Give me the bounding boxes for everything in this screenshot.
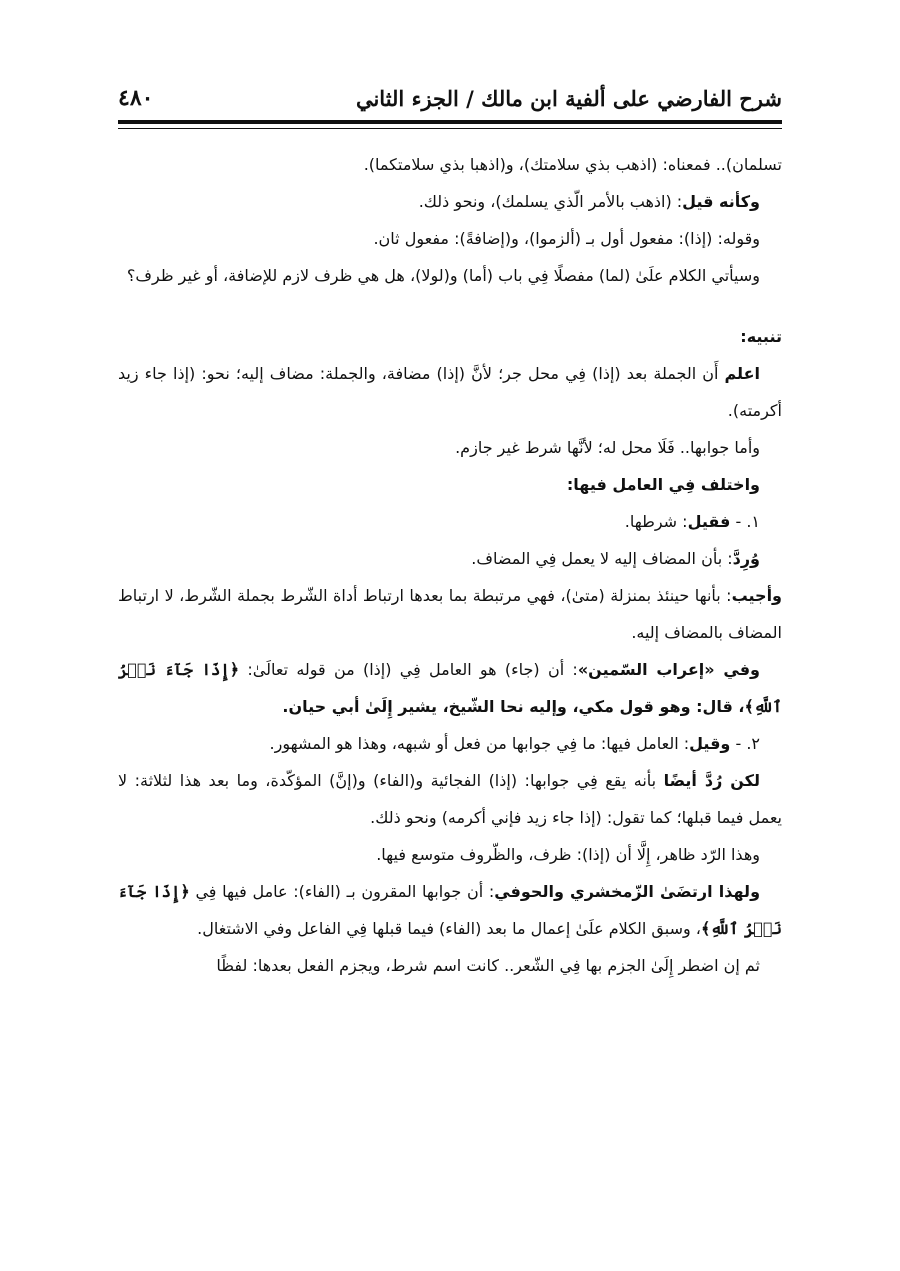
list-item [118,725,782,762]
text: : شرطها. [624,512,688,531]
text: وسيأتي الكلام علَىٰ (لما) مفصلًا فِي باب (أما) و(لولا)، هل هي ظرف لازم للإضافة، أو غير ظرف؟ [126,266,760,285]
bold-text: لكن رُدَّ أيضًا [663,771,760,790]
text: بأنه يقع فِي جوابها: (إذا) الفجائية و(الفاء) و(إنَّ) المؤكّدة، وما بعد هذا لثلاثة: لا يعمل فيما قبلها؛ كما تقول: (إذا جاء زيد فإني أكرمه) ونحو ذلك. [118,771,782,827]
text: ثم إن اضطر إِلَىٰ الجزم بها فِي الشّعر.. كانت اسم شرط، ويجزم الفعل بعدها: لفظًا [216,956,760,975]
paragraph [118,873,782,947]
paragraph [118,220,782,257]
text: أَن الجملة بعد (إذا) فِي محل جر؛ لأنَّ (إذا) مضافة، والجملة: مضاف إليه؛ نحو: (إذا جاء زيد أكرمته). [118,364,782,420]
spacer [118,294,782,318]
bold-text: اعلم [724,364,760,383]
list-item [118,503,782,540]
text: وقوله: (إذا): مفعول أول بـ (ألزموا)، و(إضافةً): مفعول ثان. [373,229,760,248]
bold-text: ، قال: وهو قول مكي، وإليه نحا الشّيخ، يشير إِلَىٰ أبي حيان. [282,697,745,716]
paragraph [118,355,782,429]
paragraph [118,257,782,294]
text: : بأن المضاف إليه لا يعمل فِي المضاف. [471,549,733,568]
paragraph [118,466,782,503]
page-body [118,146,782,984]
paragraph [118,947,782,984]
bold-text: وُرِدَّ [732,549,760,568]
paragraph [118,577,782,651]
list-number: ٢. - [730,734,760,753]
text: : (اذهب بالأمر الّذي يسلمك)، ونحو ذلك. [418,192,683,211]
list-number: ١. - [730,512,760,531]
paragraph [118,183,782,220]
paragraph [118,146,782,183]
text: : العامل فيها: ما فِي جوابها من فعل أو شبهه، وهذا هو المشهور. [269,734,690,753]
paragraph [118,540,782,577]
section-heading: تنبيه: [740,327,782,346]
page-number: ٤٨٠ [118,85,154,111]
paragraph [118,836,782,873]
bold-text: وفي «إعراب السّمين» [577,660,760,679]
quran-quote: ﴿إِذَا جَآءَ نَصۡرُ ٱللَّهِ﴾ [118,882,782,938]
bold-text: ولهذا ارتضَىٰ الزّمخشري والحوفي [494,882,761,901]
bold-text: وأجيب [731,586,782,605]
bold-text: وقيل [689,734,731,753]
paragraph [118,429,782,466]
text: : أن (جاء) هو العامل فِي (إذا) من قوله تعالَىٰ: [239,660,578,679]
bold-text: وكأنه قيل [682,192,760,211]
text: : بأنها حينئذ بمنزلة (متىٰ)، فهي مرتبطة بما بعدها ارتباط أداة الشّرط بجملة الشّرط، لا ارتباط المضاف بالمضاف إليه. [118,586,782,642]
text: : أن جوابها المقرون بـ (الفاء): عامل فيها فِي [189,882,495,901]
text: وهذا الرّد ظاهر، إِلَّا أن (إذا): ظرف، والظّروف متوسع فيها. [376,845,760,864]
header-rule-thick [118,120,782,124]
text: وأما جوابها.. فَلَا محل له؛ لأنَّها شرط غير جازم. [455,438,760,457]
text: ، وسبق الكلام علَىٰ إعمال ما بعد (الفاء) فيما قبلها فِي الفاعل وفي الاشتغال. [197,919,701,938]
quran-quote: ﴿إِذَا جَآءَ نَصۡرُ ٱللَّهِ﴾ [118,660,782,716]
paragraph [118,651,782,725]
paragraph [118,762,782,836]
bold-text: فقيل [687,512,731,531]
bold-text: واختلف فِي العامل فيها: [566,475,760,494]
running-header [118,78,782,118]
text: تسلمان).. فمعناه: (اذهب بذي سلامتك)، و(اذهبا بذي سلامتكما). [363,155,782,174]
book-title: شرح الفارضي على ألفية ابن مالك / الجزء الثاني [355,85,782,111]
header-rule-thin [118,128,782,129]
